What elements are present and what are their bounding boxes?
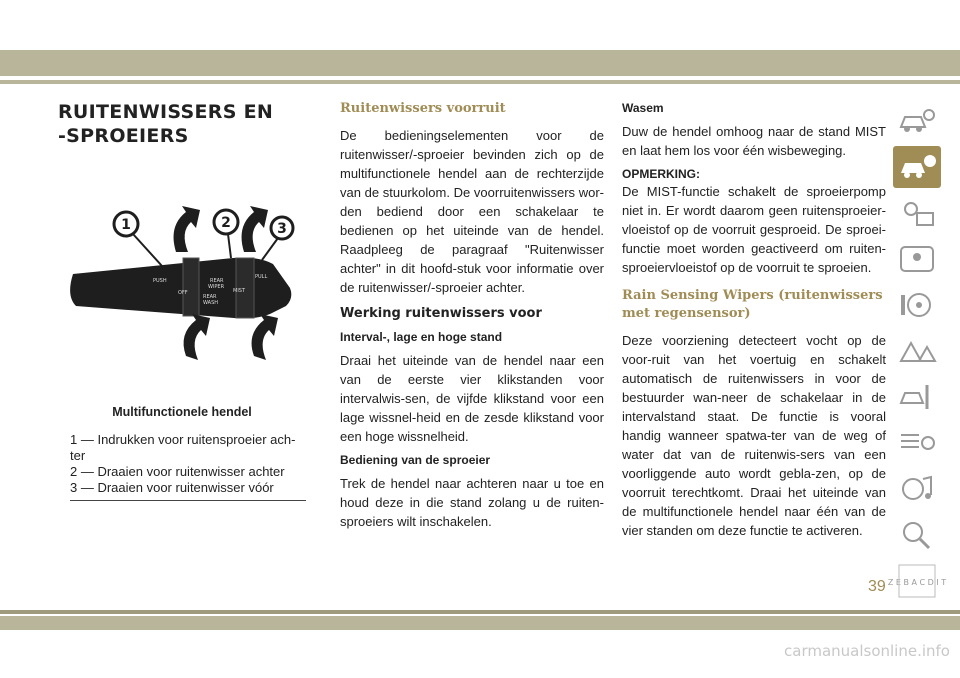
figure-legend — [70, 432, 306, 496]
legend-item: 1 — Indrukken voor ruitensproeier ach-ter — [70, 432, 296, 463]
paragraph-interval: Draai het uiteinde van de hendel naar een van de eerste vier klikstanden voor intervalwis-sen, de vijfde klikstand voor een lage wissnel-heid en de zesde klikstand voor een hoge wissnelheid. — [340, 353, 604, 444]
search-icon[interactable] — [893, 514, 941, 556]
paragraph-note: De MIST-functie schakelt de sproeierpomp niet in. Er wordt daarom geen ruitensproeier-vloeistof op de voorruit gesproeid. De sproei-functie moet worden geactiveerd om ruiten-sproeiervloeistof op de voorruit te sproeien. — [622, 184, 886, 275]
svg-text:REAR: REAR — [203, 294, 217, 300]
figure-caption: Multifunctionele hendel — [112, 405, 252, 419]
hazard-icon[interactable] — [893, 330, 941, 372]
footer-bar — [0, 616, 960, 630]
legend-rule — [70, 500, 306, 501]
page-number: 39 — [868, 578, 886, 595]
paragraph-sprayer: Trek de hendel naar achteren naar u toe en houd deze in die stand zolang u de ruiten-sproeiers wilt inschakelen. — [340, 476, 604, 529]
header-rule — [0, 80, 960, 84]
section-title-line2: -SPROEIERS — [58, 125, 189, 147]
column-right — [622, 100, 886, 546]
steering-icon[interactable] — [893, 284, 941, 326]
heading-sprayer: Bediening van de sproeier — [340, 453, 491, 467]
svg-text:MIST: MIST — [233, 288, 246, 294]
index-letters: Z E B A C D I T — [887, 578, 947, 587]
watermark-text: carmanualsonline.info — [784, 642, 950, 660]
heading-front-wipers: Ruitenwissers voorruit — [340, 101, 506, 116]
callout-2: 2 — [221, 215, 231, 231]
heading-mist: Wasem — [622, 101, 664, 115]
tools-icon[interactable] — [893, 376, 941, 418]
heading-front-operation: Werking ruitenwissers voor — [340, 306, 542, 321]
heading-interval: Interval-, lage en hoge stand — [340, 330, 503, 344]
legend-item: 2 — Draaien voor ruitenwisser achter — [70, 464, 285, 479]
svg-text:WASH: WASH — [203, 300, 219, 306]
paragraph-front-wipers: De bedieningselementen voor de ruitenwisser/-sproeier bevinden zich op de multifunctionele hendel aan de rechterzijde van de stuurkolom. De voorruitenwissers wor-den bediend door een schakelaar te bedienen op het uiteinde van de hendel. Raadpleeg de paragraaf "Ruitenwisser achter" in dit hoofd-stuk voor informatie over de ruitenwisser/-sproeier achter. — [340, 128, 604, 295]
warning-lights-icon[interactable] — [893, 192, 941, 234]
multifunction-lever-figure — [58, 196, 306, 396]
legend-item: 3 — Draaien voor ruitenwisser vóór — [70, 480, 274, 495]
chapter-sidebar — [887, 100, 947, 606]
index-icon[interactable] — [887, 560, 947, 602]
svg-text:WIPER: WIPER — [208, 284, 225, 290]
note-label: OPMERKING: — [622, 167, 700, 181]
callout-3: 3 — [277, 221, 287, 237]
footer-rule — [0, 610, 960, 614]
callout-1: 1 — [121, 217, 131, 233]
header-bar — [0, 50, 960, 76]
specs-icon[interactable] — [893, 422, 941, 464]
column-middle — [340, 100, 604, 537]
car-search-icon[interactable] — [893, 100, 941, 142]
section-title-line1: RUITENWISSERS EN — [58, 101, 274, 123]
paragraph-mist: Duw de hendel omhoog naar de stand MIST en laat hem los voor één wisbeweging. — [622, 124, 886, 158]
svg-text:OFF: OFF — [178, 290, 188, 296]
heading-rain-sensing: Rain Sensing Wipers (ruitenwissers met regensensor) — [622, 288, 883, 321]
paragraph-rain-sensing: Deze voorziening detecteert vocht op de voor-ruit van het voertuig en schakelt automatisch de ruitenwissers in voor de bestuurder wan-neer de schakelaar in de intervalstand staat. De functie is vooral handig wanneer spatwa-ter van de weg of water dat van de ruitenwis-sers van een voorliggende auto wordt gebla-zen, op de voorruit terechtkomt. Draai het uiteinde van de multifunctionele hendel naar één van de vier standen om deze functie te activeren. — [622, 333, 886, 538]
airbag-icon[interactable] — [893, 238, 941, 280]
svg-text:PULL: PULL — [255, 274, 268, 280]
multimedia-icon[interactable] — [893, 468, 941, 510]
svg-text:REAR: REAR — [210, 278, 224, 284]
svg-text:PUSH: PUSH — [153, 278, 167, 284]
section-heading — [58, 100, 306, 148]
lever-illustration — [58, 196, 306, 396]
car-info-icon[interactable] — [893, 146, 941, 188]
